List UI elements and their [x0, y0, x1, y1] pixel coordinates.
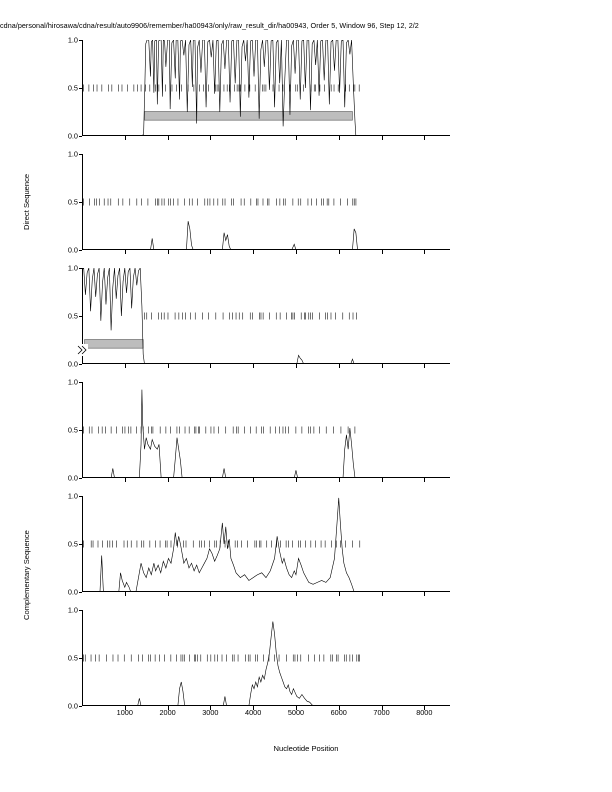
x-tick-mark — [296, 478, 297, 482]
x-tick-mark — [382, 364, 383, 368]
y-tick-label: 0.0 — [67, 473, 78, 483]
stop-codon-ticks — [84, 85, 359, 92]
y-tick-label: 0.5 — [67, 539, 78, 549]
x-tick-mark — [125, 592, 126, 596]
plot-curve-layer — [82, 40, 450, 136]
y-tick-label: 1.0 — [67, 263, 78, 273]
x-tick-mark — [296, 592, 297, 596]
x-tick-label: 7000 — [373, 708, 390, 717]
y-tick-label: 0.5 — [67, 311, 78, 321]
y-tick-mark — [79, 478, 83, 479]
stop-codon-ticks — [84, 541, 360, 548]
plot-curve-layer — [82, 268, 450, 364]
y-tick-label: 0.0 — [67, 701, 78, 711]
y-tick-label: 0.0 — [67, 359, 78, 369]
y-tick-label: 0.5 — [67, 653, 78, 663]
series-coding-probability — [82, 268, 450, 364]
x-tick-mark — [296, 250, 297, 254]
stop-codon-ticks — [144, 313, 356, 320]
chart-panel-complementary-frame-1 — [67, 377, 450, 483]
x-tick-label: 5000 — [287, 708, 305, 717]
orf-region-bar — [85, 340, 144, 349]
plot-curve-layer — [82, 496, 450, 592]
y-tick-label: 0.0 — [67, 587, 78, 597]
x-tick-mark — [382, 250, 383, 254]
y-tick-mark — [79, 706, 83, 707]
y-tick-label: 0.5 — [67, 197, 78, 207]
x-tick-mark — [168, 250, 169, 254]
x-tick-mark — [125, 478, 126, 482]
x-tick-mark — [339, 364, 340, 368]
x-tick-mark — [253, 364, 254, 368]
chart-panel-direct-frame-1 — [67, 35, 450, 141]
x-tick-mark — [424, 478, 425, 482]
x-tick-mark — [253, 478, 254, 482]
axis-break-marker — [77, 344, 88, 356]
x-tick-mark — [168, 592, 169, 596]
x-tick-label: 3000 — [202, 708, 219, 717]
x-tick-mark — [424, 250, 425, 254]
x-tick-mark — [210, 136, 211, 140]
x-tick-mark — [168, 478, 169, 482]
y-tick-label: 1.0 — [67, 491, 78, 501]
x-tick-mark — [168, 136, 169, 140]
x-tick-mark — [339, 136, 340, 140]
chart-panel-complementary-frame-3 — [67, 605, 450, 717]
x-tick-mark — [296, 136, 297, 140]
x-tick-mark — [210, 250, 211, 254]
x-tick-label: 1000 — [116, 708, 133, 717]
x-tick-mark — [168, 364, 169, 368]
y-tick-label: 1.0 — [67, 149, 78, 159]
x-tick-mark — [125, 136, 126, 140]
y-tick-label: 0.5 — [67, 83, 78, 93]
x-axis-label: Nucleotide Position — [273, 744, 339, 753]
plot-curve-layer — [82, 610, 450, 706]
x-tick-mark — [382, 592, 383, 596]
x-tick-mark — [253, 136, 254, 140]
y-tick-mark — [79, 250, 83, 251]
stop-codon-ticks — [84, 199, 356, 206]
plot-curve-layer — [82, 382, 450, 478]
y-tick-label: 0.0 — [67, 131, 78, 141]
y-tick-label: 0.0 — [67, 245, 78, 255]
series-coding-probability — [82, 390, 450, 478]
chart-panel-direct-frame-3 — [67, 263, 450, 369]
x-tick-mark — [125, 364, 126, 368]
y-tick-mark — [79, 592, 83, 593]
x-tick-label: 6000 — [330, 708, 347, 717]
x-tick-mark — [339, 250, 340, 254]
chart-panel-direct-frame-2 — [67, 149, 450, 255]
chart-panel-complementary-frame-2 — [67, 491, 450, 597]
y-axis-label-complementary: Complementary Sequence — [22, 530, 31, 620]
x-tick-mark — [210, 478, 211, 482]
x-tick-mark — [253, 592, 254, 596]
stop-codon-ticks — [84, 655, 360, 662]
x-tick-mark — [210, 592, 211, 596]
stop-codon-ticks — [84, 427, 355, 434]
y-tick-label: 1.0 — [67, 35, 78, 45]
y-axis-label-direct: Direct Sequence — [22, 173, 31, 230]
plot-curve-layer — [82, 154, 450, 250]
y-tick-label: 1.0 — [67, 377, 78, 387]
x-tick-mark — [424, 136, 425, 140]
y-tick-mark — [79, 364, 83, 365]
x-tick-mark — [253, 250, 254, 254]
y-tick-label: 0.5 — [67, 425, 78, 435]
series-coding-probability — [82, 622, 317, 706]
x-tick-mark — [382, 136, 383, 140]
y-tick-mark — [79, 136, 83, 137]
x-tick-label: 2000 — [159, 708, 176, 717]
orf-region-bar — [144, 112, 352, 121]
x-tick-mark — [382, 478, 383, 482]
series-coding-probability — [82, 221, 450, 250]
y-tick-label: 1.0 — [67, 605, 78, 615]
x-tick-mark — [210, 364, 211, 368]
x-tick-mark — [424, 592, 425, 596]
x-tick-mark — [339, 478, 340, 482]
x-tick-label: 8000 — [416, 708, 433, 717]
x-tick-mark — [125, 250, 126, 254]
x-tick-mark — [424, 364, 425, 368]
x-tick-label: 4000 — [245, 708, 262, 717]
panel-stack — [0, 35, 612, 740]
figure-title: cdna/personal/hirosawa/cdna/result/auto9906/remember/ha00943/only/raw_result_dir/ha00943, Order 5, Window 96, Step 12, 2/2 — [0, 21, 419, 30]
x-tick-mark — [296, 364, 297, 368]
x-tick-mark — [339, 592, 340, 596]
